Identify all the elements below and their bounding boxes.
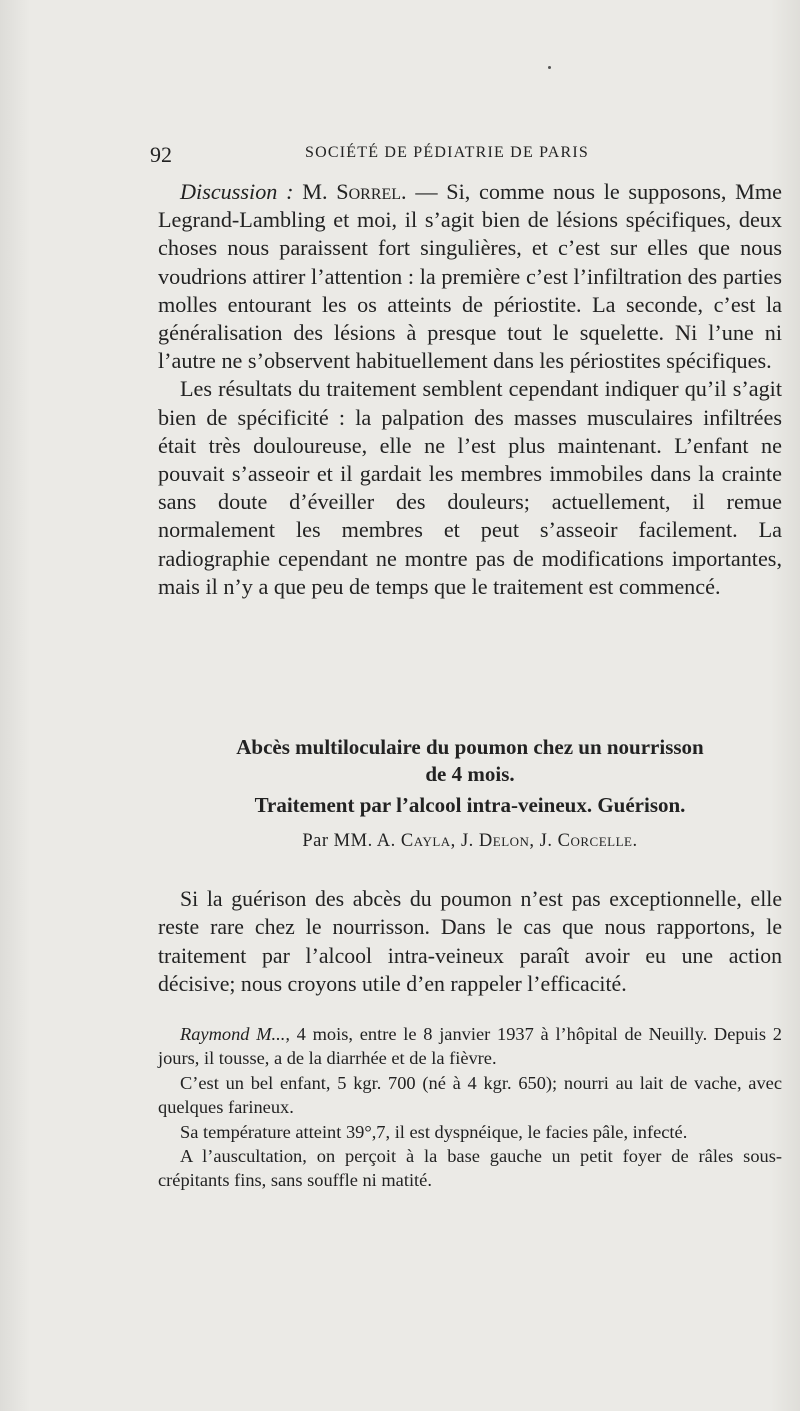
case-paragraph-4: A l’auscultation, on perçoit à la base gauche un petit foyer de râles sous-crépitants fins, sans souffle ni matité.: [158, 1146, 782, 1191]
author-2-prefix: J.: [460, 831, 474, 851]
speaker-prefix: M.: [302, 179, 328, 204]
speaker-name: Sorrel.: [336, 179, 407, 204]
author-3: Corcelle.: [557, 831, 638, 851]
case-report: [158, 1022, 782, 1193]
intro-paragraph: Si la guérison des abcès du poumon n’est pas exceptionnelle, elle reste rare chez le nourrisson. Dans le cas que nous rapportons, le traitement par l’alcool intra-veineux paraît avoir eu une action décisive; nous croyons utile d’en rappeler l’efficacité.: [158, 887, 782, 997]
case-text-1: 4 mois, entre le 8 janvier 1937 à l’hôpital de Neuilly. Depuis 2 jours, il tousse, a de la diarrhée et de la fièvre.: [158, 1024, 782, 1069]
article-title-line-1: Abcès multiloculaire du poumon chez un nourrisson: [236, 735, 704, 759]
discussion-section: [158, 178, 782, 601]
article-heading: [158, 734, 782, 852]
discussion-paragraph-2: Les résultats du traitement semblent cependant indiquer qu’il s’agit bien de spécificité : la palpation des masses musculaires infiltrées était très douloureuse, elle ne l’est plus maintenant. L’enfant ne pouvait s’asseoir et il gardait les membres immobiles dans la crainte sans doute d’éveiller des douleurs; actuellement, il remue normalement les membres et peut s’asseoir facilement. La radiographie cependant ne montre pas de modifications importantes, mais il n’y a que peu de temps que le traitement est commencé.: [158, 376, 782, 599]
author-2: Delon,: [478, 831, 535, 851]
author-1: Cayla,: [400, 831, 456, 851]
print-speck: [548, 66, 551, 69]
article-subtitle: Traitement par l’alcool intra-veineux. Guérison.: [254, 793, 686, 817]
article-intro: [158, 885, 782, 999]
page-header: [150, 142, 780, 172]
discussion-label: Discussion :: [180, 179, 294, 204]
case-paragraph-1: [158, 1022, 782, 1071]
case-patient-name: Raymond M...,: [180, 1024, 290, 1044]
discussion-text-1: — Si, comme nous le supposons, Mme Legrand-Lambling et moi, il s’agit bien de lésions spécifiques, deux choses nous paraissent fort singulières, et c’est sur elles que nous voudrions attirer l’attention : la première c’est l’infiltration des parties molles entourant les os atteints de périostite. La seconde, c’est la généralisation des lésions à presque tout le squelette. Ni l’une ni l’autre ne s’observent habituellement dans les périostites spécifiques.: [158, 179, 783, 374]
discussion-paragraph-1: [158, 178, 782, 375]
authors-prefix: Par MM. A.: [302, 831, 396, 851]
article-authors: [158, 831, 782, 852]
author-3-prefix: J.: [539, 831, 553, 851]
running-head: SOCIÉTÉ DE PÉDIATRIE DE PARIS: [305, 144, 589, 161]
case-paragraph-2: C’est un bel enfant, 5 kgr. 700 (né à 4 kgr. 650); nourri au lait de vache, avec quelques farineux.: [158, 1072, 782, 1118]
article-title-line-2: de 4 mois.: [425, 762, 515, 786]
page-number: 92: [150, 142, 172, 167]
case-paragraph-3: Sa température atteint 39°,7, il est dyspnéique, le facies pâle, infecté.: [180, 1121, 688, 1142]
